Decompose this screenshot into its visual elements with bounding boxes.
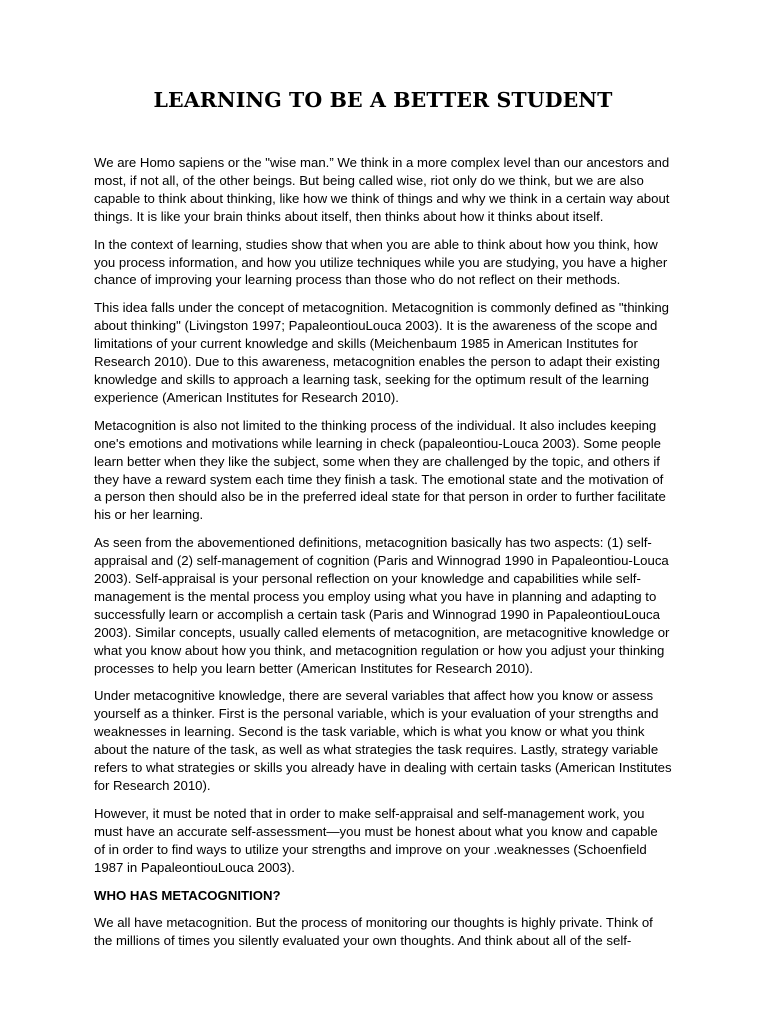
- paragraph-metacognition-definition: This idea falls under the concept of metacognition. Metacognition is commonly defined as "thinking about thinking" (Livingston 1997; PapaleontiouLouca 2003). It is the awareness of the scope and limitations of your current knowledge and skills (Meichenbaum 1985 in American Institutes for Research 2010). Due to this awareness, metacognition enables the person to adapt their existing knowledge and skills to approach a learning task, seeking for the optimum result of the learning experience (American Institutes for Research 2010).: [94, 300, 669, 405]
- paragraph-emotions-motivations: Metacognition is also not limited to the thinking process of the individual. It also includes keeping one's emotions and motivations while learning in check (papaleontiou-Louca 2003). Some people learn better when they like the subject, some when they are challenged by the topic, and others if they have a reward system each time they finish a task. The emotional state and the motivation of a person then should also be in the preferred ideal state for that person in order to further facilitate his or her learning.: [94, 417, 666, 523]
- paragraph-we-all-have-metacognition: We all have metacognition. But the process of monitoring our thoughts is highly private. Think of the millions of times you silently evaluated your own thoughts. And think about all of the self-: [94, 915, 653, 949]
- paragraph-two-aspects: As seen from the abovementioned definitions, metacognition basically has two aspects: (1) self-appraisal and (2) self-management of cognition (Paris and Winnograd 1990 in Papaleontiou-Louca 2003). Self-appraisal is your personal reflection on your knowledge and capabilities while self-management is the mental process you employ using what you have in planning and adapting to successfully learn or accomplish a certain task (Paris and Winnograd 1990 in PapaleontiouLouca 2003). Similar concepts, usually called elements of metacognition, are metacognitive knowledge or what you know about how you think, and metacognition regulation or how you adjust your thinking processes to help you learn better (American Institutes for Research 2010).: [94, 535, 670, 676]
- paragraph-self-assessment: However, it must be noted that in order to make self-appraisal and self-management work, you must have an accurate self-assessment—you must be honest about what you know and capable of in order to find ways to utilize your strengths and improve on your .weaknesses (Schoenfield 1987 in PapaleontiouLouca 2003).: [94, 805, 658, 875]
- section-heading: WHO HAS METACOGNITION?: [94, 887, 281, 903]
- document-title: LEARNING TO BE A BETTER STUDENT: [153, 88, 613, 112]
- paragraph-homo-sapiens: We are Homo sapiens or the "wise man.” We think in a more complex level than our ancestors and most, if not all, of the other beings. But being called wise, riot only do we think, but we are also capable to think about thinking, like how we think of things and why we think in a certain way about things. It is like your brain thinks about itself, then thinks about how it thinks about itself.: [94, 155, 670, 224]
- paragraph-metacognitive-knowledge: Under metacognitive knowledge, there are several variables that affect how you know or assess yourself as a thinker. First is the personal variable, which is your evaluation of your strengths and weaknesses in learning. Second is the task variable, which is what you know or what you think about the nature of the task, as well as what strategies the task requires. Lastly, strategy variable refers to what strategies or skills you already have in dealing with certain tasks (American Institutes for Research 2010).: [94, 688, 672, 793]
- paragraph-context-of-learning: In the context of learning, studies show that when you are able to think about how you think, how you process information, and how you utilize techniques while you are studying, you have a higher chance of improving your learning process than those who do not reflect on their methods.: [94, 236, 668, 288]
